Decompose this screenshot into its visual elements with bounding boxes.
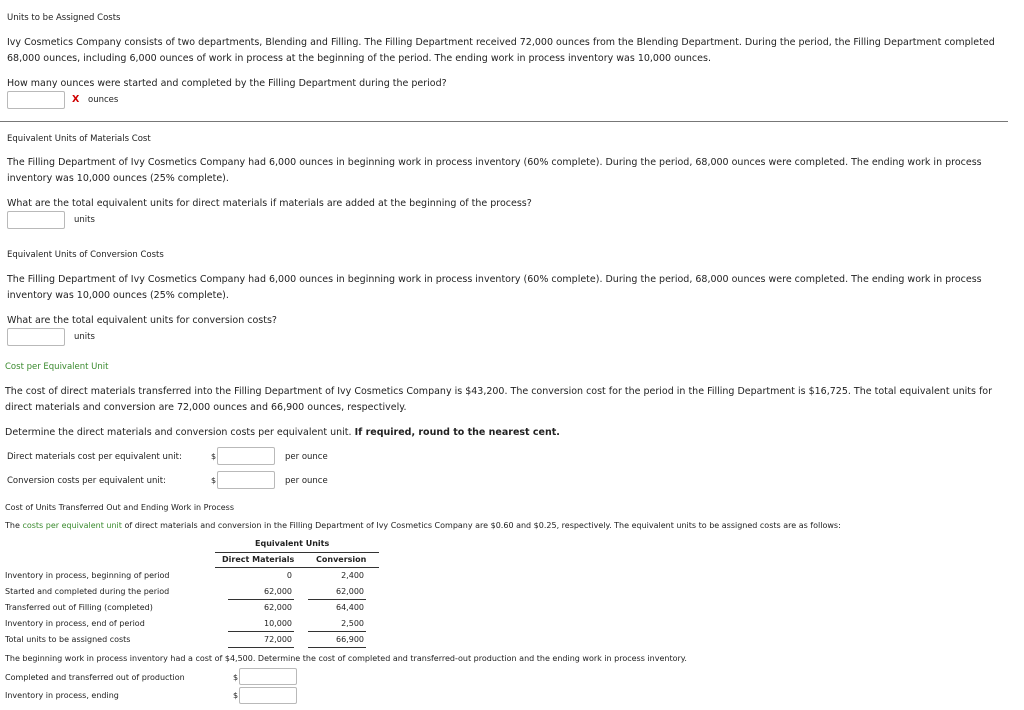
section-3-paragraph: The Filling Department of Ivy Cosmetics Company had 6,000 ounces in beginning work in process inventory (60% complete). During the period, 68,000 ounces were completed. The ending work in process inventory was 10,000 ounces (25% complete). [7,274,982,301]
section-4-instruction [5,427,560,438]
table-cell-conv: 62,000 [336,587,364,596]
total-rule-conv [308,631,366,632]
section-5-question: The beginning work in process inventory had a cost of $4,500. Determine the cost of completed and transferred-out production and the ending work in process inventory. [5,654,687,663]
costs-per-unit-link[interactable]: costs per equivalent unit [22,521,122,530]
section-title-transferred-out: Cost of Units Transferred Out and Ending Work in Process [5,503,235,512]
total-rule-dm [228,631,294,632]
dm-cost-per-unit-input[interactable] [217,447,275,465]
conv-cost-per-unit-input[interactable] [217,471,275,489]
completed-transferred-label: Completed and transferred out of production [5,673,185,682]
ending-inventory-input[interactable] [239,687,297,704]
section-4-paragraph: The cost of direct materials transferred into the Filling Department of Ivy Cosmetics Company is $43,200. The conversion cost for the period in the Filling Department is $16,725. The total equivalent units for direct materials and conversion are 72,000 ounces and 66,900 ounces, respectively. [5,386,993,413]
intro-pre: The [5,521,20,530]
double-rule-conv [308,647,366,648]
section-2-unit: units [74,215,95,225]
section-divider [0,121,1008,122]
table-row-label: Total units to be assigned costs [5,635,131,644]
table-row-label: Started and completed during the period [5,587,170,596]
dm-cost-unit: per ounce [285,452,328,462]
started-completed-input[interactable] [7,91,65,109]
section-3-unit: units [74,332,95,342]
table-cell-conv: 64,400 [336,603,364,612]
table-row-label: Inventory in process, beginning of period [5,571,170,580]
table-cell-conv: 66,900 [336,635,364,644]
table-cell-conv: 2,500 [341,619,364,628]
group-header-rule [215,552,379,553]
table-cell-dm: 62,000 [264,587,292,596]
completed-currency: $ [233,673,239,682]
table-cell-dm: 0 [286,571,292,580]
subtotal-rule-dm [228,599,294,600]
section-title-units-assigned: Units to be Assigned Costs [7,13,121,23]
table-row-label: Inventory in process, end of period [5,619,145,628]
conversion-equivalent-units-input[interactable] [7,328,65,346]
section-title-cost-per-unit: Cost per Equivalent Unit [5,362,109,372]
materials-equivalent-units-input[interactable] [7,211,65,229]
col-header-rule [215,567,379,568]
instruction-bold-text: If required, round to the nearest cent. [354,427,560,438]
conv-cost-unit: per ounce [285,476,328,486]
section-5-intro [5,521,841,530]
section-2-paragraph: The Filling Department of Ivy Cosmetics Company had 6,000 ounces in beginning work in process inventory (60% complete). During the period, 68,000 ounces were completed. The ending work in process inventory was 10,000 ounces (25% complete). [7,157,982,184]
section-title-conversion: Equivalent Units of Conversion Costs [7,250,164,260]
table-cell-dm: 62,000 [264,603,292,612]
subtotal-rule-conv [308,599,366,600]
section-1-question: How many ounces were started and completed by the Filling Department during the period? [7,78,447,89]
completed-transferred-input[interactable] [239,668,297,685]
section-2-question: What are the total equivalent units for direct materials if materials are added at the beginning of the process? [7,198,532,209]
conv-currency: $ [211,476,217,485]
table-cell-dm: 10,000 [264,619,292,628]
table-cell-dm: 72,000 [264,635,292,644]
table-row-label: Transferred out of Filling (completed) [5,603,153,612]
conv-cost-label: Conversion costs per equivalent unit: [7,476,166,486]
ending-inventory-label: Inventory in process, ending [5,691,119,700]
incorrect-x-icon: X [72,94,80,105]
dm-cost-label: Direct materials cost per equivalent unit: [7,452,182,462]
section-1-paragraph: Ivy Cosmetics Company consists of two departments, Blending and Filling. The Filling Department received 72,000 ounces from the Blending Department. During the period, the Filling Department completed 68,000 ounces, including 6,000 ounces of work in process at the beginning of the period. The ending work in process inventory was 10,000 ounces. [7,37,995,64]
table-group-header: Equivalent Units [255,539,330,548]
table-col-conv: Conversion [316,555,367,564]
section-3-question: What are the total equivalent units for conversion costs? [7,315,277,326]
table-col-dm: Direct Materials [222,555,295,564]
intro-post: of direct materials and conversion in the Filling Department of Ivy Cosmetics Company are $0.60 and $0.25, respectively. The equivalent units to be assigned costs are as follows: [124,521,841,530]
ending-currency: $ [233,691,239,700]
table-cell-conv: 2,400 [341,571,364,580]
section-1-unit: ounces [88,95,119,105]
dm-currency: $ [211,452,217,461]
section-title-materials: Equivalent Units of Materials Cost [7,134,151,144]
instruction-text: Determine the direct materials and conversion costs per equivalent unit. [5,427,352,438]
double-rule-dm [228,647,294,648]
